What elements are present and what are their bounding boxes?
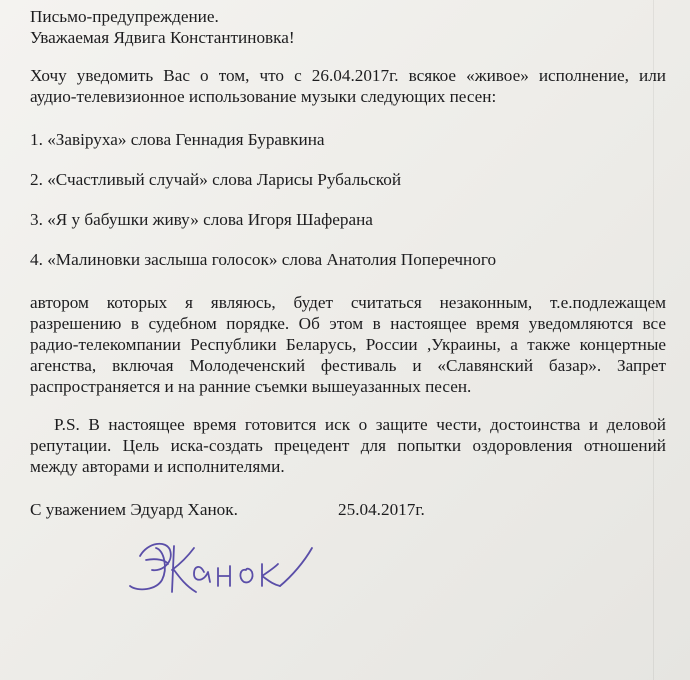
song-item-4: 4. «Малиновки заслыша голосок» слова Анатолия Поперечного xyxy=(30,250,497,269)
intro-line-1: Хочу уведомить Вас о том, что с 26.04.2017г. всякое «живое» исполнение, или xyxy=(30,66,666,85)
song-item-2: 2. «Счастливый случай» слова Ларисы Рубальской xyxy=(30,170,402,189)
ps-line-2: репутации. Цель иска-создать прецедент для попытки оздоровления отношений xyxy=(30,436,666,455)
song-item-3: 3. «Я у бабушки живу» слова Игоря Шаферана xyxy=(30,210,373,229)
letter-greeting: Уважаемая Ядвига Константиновка! xyxy=(30,28,295,47)
body-line-1: автором которых я являюсь, будет считаться незаконным, т.е.подлежащем xyxy=(30,293,666,312)
letter-heading: Письмо-предупреждение. xyxy=(30,7,219,26)
body-line-2: разрешению в судебном порядке. Об этом в настоящее время уведомляются все xyxy=(30,314,666,333)
body-line-3: радио-телекомпании Республики Беларусь, России ,Украины, а также концертные xyxy=(30,335,666,354)
ps-line-3: между авторами и исполнителями. xyxy=(30,457,285,476)
intro-line-2: аудио-телевизионное использование музыки следующих песен: xyxy=(30,87,497,106)
handwritten-signature xyxy=(122,520,322,610)
song-item-1: 1. «Завiруха» слова Геннадия Буравкина xyxy=(30,130,325,149)
closing-text: С уважением Эдуард Ханок. xyxy=(30,500,238,519)
body-line-4: агенства, включая Молодеченский фестиваль и «Славянский базар». Запрет xyxy=(30,356,666,375)
body-line-5: распространяется и на ранние съемки вышеуазанных песен. xyxy=(30,377,472,396)
letter-body xyxy=(30,6,666,520)
letter-date: 25.04.2017г. xyxy=(338,500,425,519)
signature-row xyxy=(30,499,666,520)
ps-line-1: P.S. В настоящее время готовится иск о защите чести, достоинства и деловой xyxy=(54,415,666,434)
